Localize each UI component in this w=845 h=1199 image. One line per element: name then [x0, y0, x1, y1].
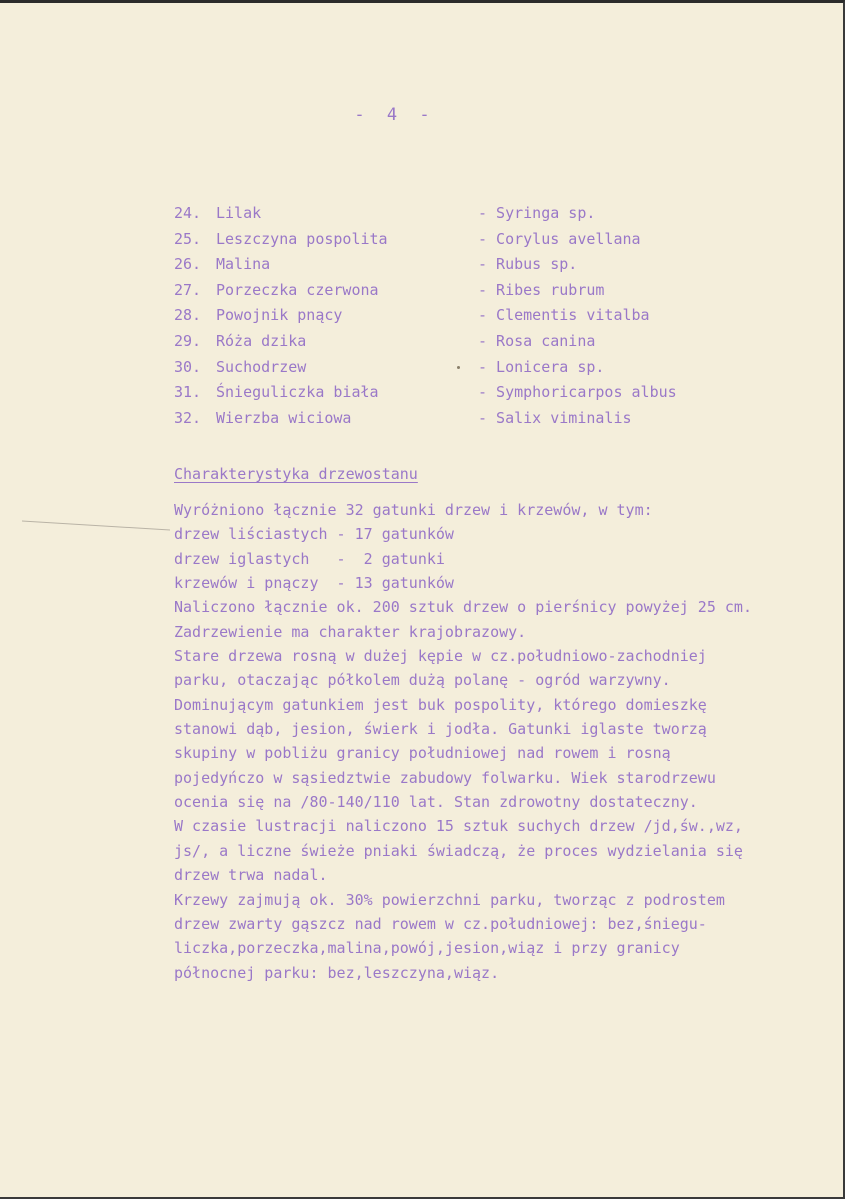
item-number: 31.: [174, 383, 202, 402]
latin-name: - Symphoricarpos albus: [478, 383, 677, 402]
body-line: Dominującym gatunkiem jest buk pospolity, którego domieszkę: [174, 695, 707, 714]
polish-name: Róża dzika: [216, 331, 307, 350]
list-item: [174, 227, 774, 253]
polish-name: Wierzba wiciowa: [216, 408, 352, 427]
list-item: [174, 201, 774, 227]
body-line: północnej parku: bez,leszczyna,wiąz.: [174, 963, 500, 982]
latin-name: - Ribes rubrum: [478, 280, 605, 299]
page-number: - 4 -: [354, 105, 436, 125]
body-text: [174, 498, 834, 985]
item-number: 29.: [174, 331, 202, 350]
latin-name: - Syringa sp.: [478, 204, 596, 222]
list-item: [174, 355, 774, 381]
polish-name: Lilak: [216, 204, 262, 222]
item-number: 27.: [174, 280, 202, 299]
body-line: stanowi dąb, jesion, świerk i jodła. Gatunki iglaste tworzą: [174, 720, 707, 739]
body-line: drzew liściastych - 17 gatunków: [174, 525, 454, 544]
latin-name: - Rubus sp.: [478, 255, 578, 274]
body-line: Wyróżniono łącznie 32 gatunki drzew i krzewów, w tym:: [174, 501, 653, 519]
section-heading: Charakterystyka drzewostanu: [174, 465, 418, 483]
body-line: liczka,porzeczka,malina,powój,jesion,wiąz i przy granicy: [174, 939, 680, 958]
body-line: drzew iglastych - 2 gatunki: [174, 549, 445, 568]
polish-name: Porzeczka czerwona: [216, 280, 379, 299]
latin-name: - Lonicera sp.: [478, 357, 605, 376]
body-line: pojedyńczo w sąsiedztwie zabudowy folwarku. Wiek starodrzewu: [174, 768, 716, 787]
body-line: js/, a liczne świeże pniaki świadczą, że proces wydzielania się: [174, 841, 743, 860]
latin-name: - Salix viminalis: [478, 408, 632, 427]
polish-name: Leszczyna pospolita: [216, 229, 388, 248]
item-number: 32.: [174, 408, 202, 427]
body-line: Zadrzewienie ma charakter krajobrazowy.: [174, 622, 527, 641]
species-list: [174, 201, 774, 431]
body-line: Stare drzewa rosną w dużej kępie w cz.południowo-zachodniej: [174, 647, 707, 666]
list-item: [174, 303, 774, 329]
latin-name: - Rosa canina: [478, 331, 596, 350]
latin-name: - Corylus avellana: [478, 229, 641, 248]
pencil-stroke: [22, 518, 170, 532]
polish-name: Malina: [216, 255, 271, 274]
body-line: parku, otaczając półkolem dużą polanę - ogród warzywny.: [174, 671, 671, 690]
item-number: 26.: [174, 255, 202, 274]
item-number: 25.: [174, 229, 202, 248]
body-line: Naliczono łącznie ok. 200 sztuk drzew o pierśnicy powyżej 25 cm.: [174, 598, 752, 617]
list-item: [174, 329, 774, 355]
body-line: Krzewy zajmują ok. 30% powierzchni parku, tworząc z podrostem: [174, 890, 725, 909]
stray-ink-dot: [457, 366, 460, 369]
list-item: [174, 252, 774, 278]
item-number: 28.: [174, 306, 202, 325]
item-number: 24.: [174, 204, 202, 222]
body-line: drzew zwarty gąszcz nad rowem w cz.południowej: bez,śniegu-: [174, 914, 707, 933]
latin-name: - Clementis vitalba: [478, 306, 650, 325]
polish-name: Śnieguliczka biała: [216, 383, 379, 402]
item-number: 30.: [174, 357, 202, 376]
list-item: [174, 278, 774, 304]
list-item: [174, 380, 774, 406]
body-line: W czasie lustracji naliczono 15 sztuk suchych drzew /jd,św.,wz,: [174, 817, 743, 836]
body-line: ocenia się na /80-140/110 lat. Stan zdrowotny dostateczny.: [174, 793, 698, 812]
polish-name: Powojnik pnący: [216, 306, 343, 325]
body-line: skupiny w pobliżu granicy południowej nad rowem i rosną: [174, 744, 671, 763]
list-item: [174, 406, 774, 432]
body-line: krzewów i pnączy - 13 gatunków: [174, 574, 454, 593]
polish-name: Suchodrzew: [216, 357, 307, 376]
body-line: drzew trwa nadal.: [174, 866, 328, 885]
